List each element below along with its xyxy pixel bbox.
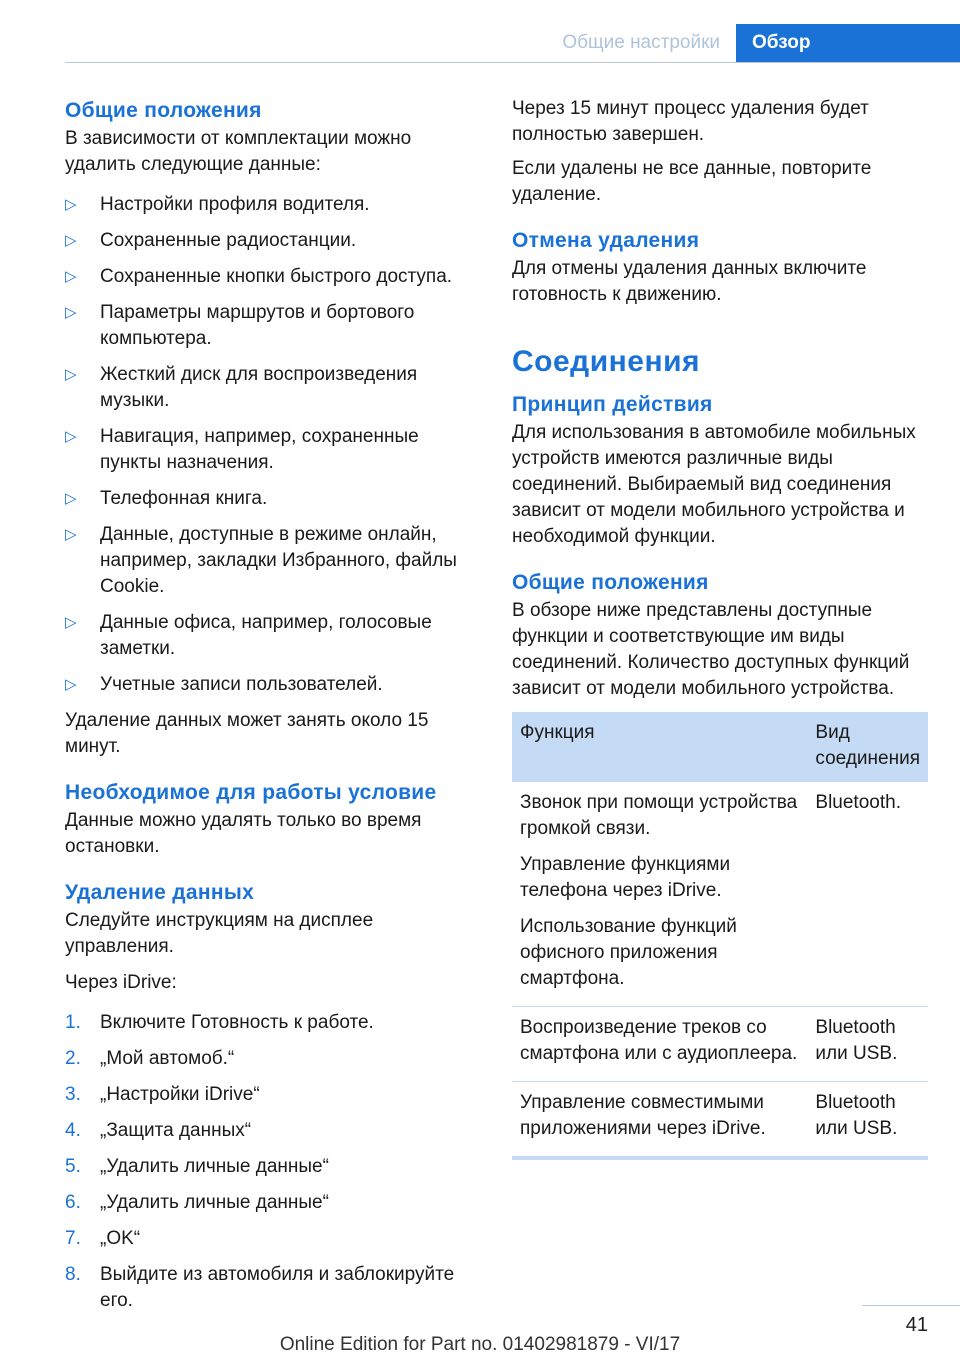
connections-heading: Соединения <box>512 345 701 378</box>
step-text: „Настройки iDrive“ <box>100 1084 260 1105</box>
list-item-text: Данные офиса, например, голосовые заметки. <box>100 612 432 659</box>
header-section-title: Общие настройки <box>562 32 720 53</box>
triangle-bullet-icon: ▷ <box>65 268 77 285</box>
right-column <box>512 96 928 1160</box>
step-number: 2. <box>65 1048 81 1069</box>
table-row <box>512 1082 928 1159</box>
delete-heading: Удаление данных <box>65 881 255 904</box>
list-item <box>65 228 475 254</box>
header-tab-overview: Обзор <box>736 24 960 62</box>
table-cell-connection: Bluetooth или USB. <box>807 1082 928 1159</box>
triangle-bullet-icon: ▷ <box>65 614 77 631</box>
list-item <box>65 192 475 218</box>
cancel-heading: Отмена удаления <box>512 229 700 252</box>
step-text: „Мой автомоб.“ <box>100 1048 235 1069</box>
step-item <box>65 1190 475 1216</box>
step-number: 5. <box>65 1156 81 1177</box>
triangle-bullet-icon: ▷ <box>65 304 77 321</box>
table-row <box>512 782 928 1007</box>
cancel-text: Для отмены удаления данных включите готовность к движению. <box>512 258 867 305</box>
page-number-divider <box>862 1305 960 1306</box>
list-item-text: Сохраненные кнопки быстрого доступа. <box>100 266 453 287</box>
header-divider <box>65 62 960 63</box>
delete-text: Следуйте инструкциям на дисплее управления. <box>65 910 374 957</box>
after15-text: Через 15 минут процесс удаления будет полностью завершен. <box>512 98 869 145</box>
list-item <box>65 610 475 662</box>
table-cell-text: Использование функций офисного приложения смартфона. <box>520 916 737 989</box>
via-idrive-text: Через iDrive: <box>65 972 177 993</box>
triangle-bullet-icon: ▷ <box>65 490 77 507</box>
triangle-bullet-icon: ▷ <box>65 428 77 445</box>
step-number: 6. <box>65 1192 81 1213</box>
triangle-bullet-icon: ▷ <box>65 232 77 249</box>
list-item-text: Учетные записи пользователей. <box>100 674 383 695</box>
page-number: 41 <box>905 1314 928 1336</box>
step-item <box>65 1226 475 1252</box>
principle-heading: Принцип действия <box>512 393 713 416</box>
list-item <box>65 424 475 476</box>
step-number: 7. <box>65 1228 81 1249</box>
step-text: „Удалить личные данные“ <box>100 1156 329 1177</box>
list-item <box>65 672 475 698</box>
step-list <box>65 1010 475 1314</box>
list-item-text: Навигация, например, сохраненные пункты назначения. <box>100 426 419 473</box>
data-bullet-list <box>65 192 475 698</box>
step-text: „Удалить личные данные“ <box>100 1192 329 1213</box>
condition-text: Данные можно удалять только во время остановки. <box>65 810 422 857</box>
table-row <box>512 1007 928 1082</box>
general-text: В зависимости от комплектации можно удалить следующие данные: <box>65 128 412 175</box>
list-item <box>65 486 475 512</box>
principle-text: Для использования в автомобиле мобильных устройств имеются различные виды соединений. Выбираемый вид соединения зависит от модели мобильного устройства и необходимой функции. <box>512 422 916 547</box>
table-header-function: Функция <box>512 712 807 782</box>
table-cell-function: Управление совместимыми приложениями через iDrive. <box>512 1082 807 1159</box>
list-item-text: Сохраненные радиостанции. <box>100 230 357 251</box>
triangle-bullet-icon: ▷ <box>65 366 77 383</box>
triangle-bullet-icon: ▷ <box>65 526 77 543</box>
step-item <box>65 1082 475 1108</box>
list-item-text: Параметры маршрутов и бортового компьютера. <box>100 302 415 349</box>
step-item <box>65 1154 475 1180</box>
table-cell-function <box>512 782 807 1007</box>
step-item <box>65 1010 475 1036</box>
table-header-row <box>512 712 928 782</box>
general-heading: Общие положения <box>65 99 262 122</box>
table-cell-text: Звонок при помощи устройства громкой связи. <box>520 792 798 839</box>
step-text: Выйдите из автомобиля и заблокируйте его. <box>100 1264 455 1311</box>
step-text: „Защита данных“ <box>100 1120 252 1141</box>
edition-footer: Online Edition for Part no. 01402981879 - VI/17 <box>279 1334 681 1355</box>
triangle-bullet-icon: ▷ <box>65 676 77 693</box>
list-item-text: Телефонная книга. <box>100 488 268 509</box>
step-item <box>65 1046 475 1072</box>
table-cell-function: Воспроизведение треков со смартфона или с аудиоплеера. <box>512 1007 807 1082</box>
list-item <box>65 522 475 600</box>
step-item <box>65 1262 475 1314</box>
table-header-connection: Вид соединения <box>807 712 928 782</box>
list-item <box>65 362 475 414</box>
list-item-text: Жесткий диск для воспроизведения музыки. <box>100 364 418 411</box>
table-cell-connection: Bluetooth. <box>807 782 928 1007</box>
table-cell-text: Управление функциями телефона через iDrive. <box>520 854 731 901</box>
left-column <box>65 96 475 1324</box>
condition-heading: Необходимое для работы условие <box>65 781 437 804</box>
general-text-right: В обзоре ниже представлены доступные функции и соответствующие им виды соединений. Количество доступных функций зависит от модели мобильного устройства. <box>512 600 910 699</box>
step-item <box>65 1118 475 1144</box>
step-text: Включите Готовность к работе. <box>100 1012 374 1033</box>
triangle-bullet-icon: ▷ <box>65 196 77 213</box>
step-number: 4. <box>65 1120 81 1141</box>
list-item-text: Данные, доступные в режиме онлайн, например, закладки Избранного, файлы Cookie. <box>100 524 457 597</box>
step-number: 3. <box>65 1084 81 1105</box>
functions-table <box>512 712 928 1160</box>
not-all-text: Если удалены не все данные, повторите удаление. <box>512 158 872 205</box>
table-cell-connection: Bluetooth или USB. <box>807 1007 928 1082</box>
list-item <box>65 300 475 352</box>
delete-time-text: Удаление данных может занять около 15 минут. <box>65 710 429 757</box>
list-item <box>65 264 475 290</box>
step-number: 8. <box>65 1264 81 1285</box>
list-item-text: Настройки профиля водителя. <box>100 194 370 215</box>
general-heading-right: Общие положения <box>512 571 709 594</box>
step-text: „OK“ <box>100 1228 141 1249</box>
step-number: 1. <box>65 1012 81 1033</box>
